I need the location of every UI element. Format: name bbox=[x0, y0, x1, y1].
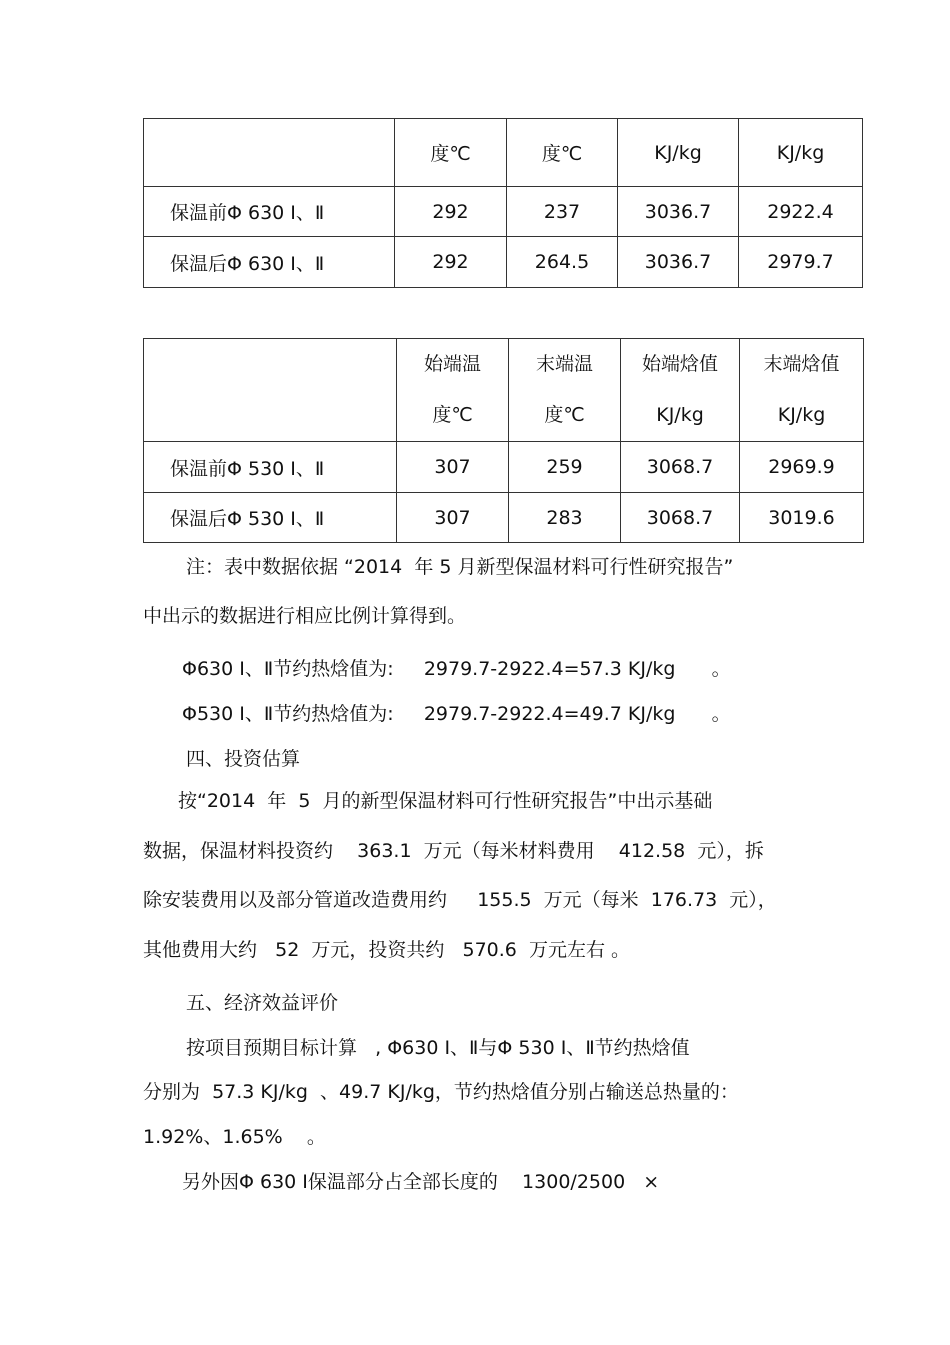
paragraph-line: 按“2014 年 5 月的新型保温材料可行性研究报告”中出示基础 bbox=[178, 790, 713, 812]
table-cell: 292 bbox=[395, 237, 507, 288]
table-header-row bbox=[144, 339, 864, 442]
header-cell: 度℃ bbox=[395, 119, 507, 187]
header-line-2: 度℃ bbox=[544, 404, 585, 426]
paragraph-line: 除安装费用以及部分管道改造费用约 155.5 万元（每米 176.73 元）， bbox=[143, 889, 777, 911]
header-cell bbox=[397, 339, 509, 442]
saving-phi630-line: Φ630 Ⅰ、Ⅱ节约热焓值为: 2979.7-2922.4=57.3 KJ/kg 。 bbox=[182, 658, 731, 680]
header-line-1: 末端焓值 bbox=[763, 353, 840, 375]
header-line-2: KJ/kg bbox=[656, 404, 704, 426]
paragraph-line: 1.92%、1.65% 。 bbox=[143, 1126, 326, 1148]
table-row bbox=[144, 187, 863, 237]
header-cell bbox=[740, 339, 864, 442]
table-cell: 3068.7 bbox=[621, 493, 740, 543]
row-label: 保温前Φ 530 Ⅰ、Ⅱ bbox=[144, 442, 397, 493]
header-cell bbox=[144, 119, 395, 187]
row-label: 保温后Φ 630 Ⅰ、Ⅱ bbox=[144, 237, 395, 288]
table-phi530 bbox=[143, 338, 864, 543]
header-cell: KJ/kg bbox=[618, 119, 739, 187]
table-note-line: 注：表中数据依据 “2014 年 5 月新型保温材料可行性研究报告” bbox=[186, 556, 734, 578]
paragraph-line: 分别为 57.3 KJ/kg 、49.7 KJ/kg，节约热焓值分别占输送总热量的： bbox=[143, 1081, 739, 1103]
header-line-2: 度℃ bbox=[432, 404, 473, 426]
table-cell: 2969.9 bbox=[740, 442, 864, 493]
table-cell: 3036.7 bbox=[618, 187, 739, 237]
row-label: 保温后Φ 530 Ⅰ、Ⅱ bbox=[144, 493, 397, 543]
row-label: 保温前Φ 630 Ⅰ、Ⅱ bbox=[144, 187, 395, 237]
paragraph-line: 另外因Φ 630 Ⅰ保温部分占全部长度的 1300/2500 × bbox=[182, 1171, 660, 1193]
header-line-1: 始端焓值 bbox=[641, 353, 718, 375]
table-cell: 2979.7 bbox=[739, 237, 863, 288]
table-cell: 2922.4 bbox=[739, 187, 863, 237]
header-cell: KJ/kg bbox=[739, 119, 863, 187]
header-cell bbox=[509, 339, 621, 442]
table-note-line: 中出示的数据进行相应比例计算得到。 bbox=[143, 605, 467, 627]
section-heading-investment: 四、投资估算 bbox=[186, 748, 301, 770]
saving-phi530-line: Φ530 Ⅰ、Ⅱ节约热焓值为: 2979.7-2922.4=49.7 KJ/kg 。 bbox=[182, 703, 731, 725]
section-heading-benefit: 五、经济效益评价 bbox=[186, 992, 339, 1014]
table-cell: 3036.7 bbox=[618, 237, 739, 288]
paragraph-line: 按项目预期目标计算 , Φ630 Ⅰ、Ⅱ与Φ 530 Ⅰ、Ⅱ节约热焓值 bbox=[186, 1037, 690, 1059]
table-cell: 292 bbox=[395, 187, 507, 237]
table-cell: 237 bbox=[507, 187, 618, 237]
table-phi630 bbox=[143, 118, 863, 288]
header-cell bbox=[621, 339, 740, 442]
header-line-1: 始端温 bbox=[423, 353, 481, 375]
table-cell: 283 bbox=[509, 493, 621, 543]
table-row bbox=[144, 237, 863, 288]
header-line-2: KJ/kg bbox=[777, 404, 826, 426]
table-cell: 3068.7 bbox=[621, 442, 740, 493]
table-header-row bbox=[144, 119, 863, 187]
header-cell: 度℃ bbox=[507, 119, 618, 187]
table-cell: 307 bbox=[397, 442, 509, 493]
table-cell: 307 bbox=[397, 493, 509, 543]
table-cell: 3019.6 bbox=[740, 493, 864, 543]
paragraph-line: 数据，保温材料投资约 363.1 万元（每米材料费用 412.58 元），拆 bbox=[143, 840, 764, 862]
table-row bbox=[144, 493, 864, 543]
table-cell: 259 bbox=[509, 442, 621, 493]
header-line-1: 末端温 bbox=[535, 353, 593, 375]
header-cell bbox=[144, 339, 397, 442]
table-cell: 264.5 bbox=[507, 237, 618, 288]
table-row bbox=[144, 442, 864, 493]
paragraph-line: 其他费用大约 52 万元，投资共约 570.6 万元左右 。 bbox=[143, 939, 631, 961]
